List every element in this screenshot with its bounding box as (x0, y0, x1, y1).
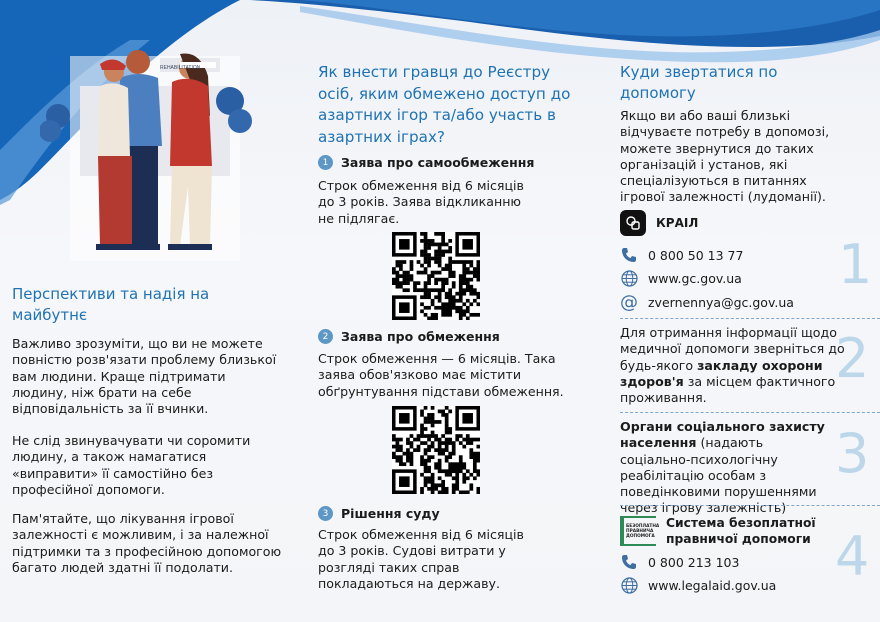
step-3-title: Рішення суду (341, 506, 440, 521)
legal-aid-logo-icon (620, 516, 660, 546)
social-text-bold: Органи соціального захисту населення (620, 419, 825, 451)
step-2-text: Строк обмеження — 6 місяців. Така заява обов'язково має містити обґрунтування підстави обмеження. (318, 351, 564, 399)
org1-name: КРАІЛ (656, 216, 699, 230)
step-2-title: Заява про обмеження (341, 329, 500, 344)
divider-2 (620, 412, 880, 413)
org2-name: Система безоплатної правничої допомоги (666, 516, 816, 546)
kraii-logo-icon (620, 210, 646, 236)
medical-text (620, 325, 845, 406)
step-3-text: Строк обмеження від 6 місяців до 3 років. Судові витрати у розгляді таких справ покладаються на державу. (318, 527, 524, 591)
big-number-4: 4 (835, 525, 870, 588)
org2-phone-row[interactable] (620, 553, 739, 571)
qr-code-2[interactable] (392, 406, 480, 494)
org1-site-row[interactable] (620, 269, 742, 287)
social-text (620, 419, 835, 517)
illustration-sign: REHABILITATION (160, 65, 201, 71)
phone-icon (620, 246, 638, 264)
legal-aid-logo-text: БЕЗОПЛАТНА ПРАВНИЧА ДОПОМОГА (626, 523, 660, 539)
divider-1 (620, 318, 880, 319)
qr-code-1[interactable] (392, 232, 480, 320)
step-2 (318, 329, 500, 344)
big-number-3: 3 (835, 422, 870, 485)
org2-phone[interactable]: 0 800 213 103 (648, 554, 740, 570)
org2-row (620, 515, 816, 547)
org1-row (620, 210, 698, 236)
org1-phone[interactable]: 0 800 50 13 77 (648, 247, 744, 263)
middle-heading: Як внести гравця до Реєстру осіб, яким обмежено доступ до азартних ігор та/або участь в азартних іграх? (318, 63, 571, 146)
right-heading: Куди звертатися по допомогу (620, 63, 778, 102)
right-intro: Якщо ви або ваші близькі відчуваєте потребу в допомозі, можете звернутися до таких організацій і установ, які спеціалізуються в питаннях ігрової залежності (лудоманії). (620, 108, 830, 205)
step-1-title: Заява про самообмеження (341, 155, 535, 170)
step-3-number: 3 (318, 506, 333, 521)
big-number-1: 1 (838, 233, 873, 296)
big-number-2: 2 (835, 327, 870, 390)
divider-3 (620, 505, 880, 506)
left-paragraph-1: Важливо зрозуміти, що ви не можете повністю розв'язати проблему близької вам людини. Краще підтримати людину, ніж брати на себе відповідальність за її вчинки. (12, 336, 277, 417)
left-paragraph-2: Не слід звинувачувати чи соромити людину, а також намагатися «виправити» її самостійно без професійної допомоги. (12, 433, 251, 497)
org1-site[interactable]: www.gc.gov.ua (648, 270, 742, 286)
at-sign-icon: @ (620, 291, 638, 313)
medical-text-pre: Для отримання інформації щодо медичної допомоги зверніться до будь-якого (620, 325, 845, 373)
step-3 (318, 506, 440, 521)
org2-site[interactable]: www.legalaid.gov.ua (648, 577, 777, 593)
globe-icon-2 (620, 576, 638, 594)
globe-icon (620, 269, 638, 287)
social-text-post: (надають соціально-психологічну реабілітацію особам з поведінковими порушеннями через ігрову залежність) (620, 435, 817, 516)
left-heading: Перспективи та надія на майбутнє (12, 285, 210, 324)
org1-phone-row[interactable] (620, 246, 743, 264)
step-1-number: 1 (318, 155, 333, 170)
medical-text-bold: закладу охорони здоров'я (620, 357, 823, 389)
left-paragraph-3: Пам'ятайте, що лікування ігрової залежності є можливим, і за належної підтримки та з професійною допомогою багато людей здатні її подолати. (12, 511, 282, 575)
org2-site-row[interactable] (620, 576, 776, 594)
step-1-text: Строк обмеження від 6 місяців до 3 років. Заява відкликанню не підлягає. (318, 178, 524, 226)
org1-email[interactable]: zvernennya@gc.gov.ua (648, 294, 794, 310)
family-illustration (40, 46, 270, 261)
org1-email-row[interactable] (620, 293, 794, 311)
step-2-number: 2 (318, 329, 333, 344)
step-1 (318, 155, 534, 170)
medical-text-post: за місцем фактичного проживання. (620, 373, 836, 406)
phone-icon-2 (620, 553, 638, 571)
